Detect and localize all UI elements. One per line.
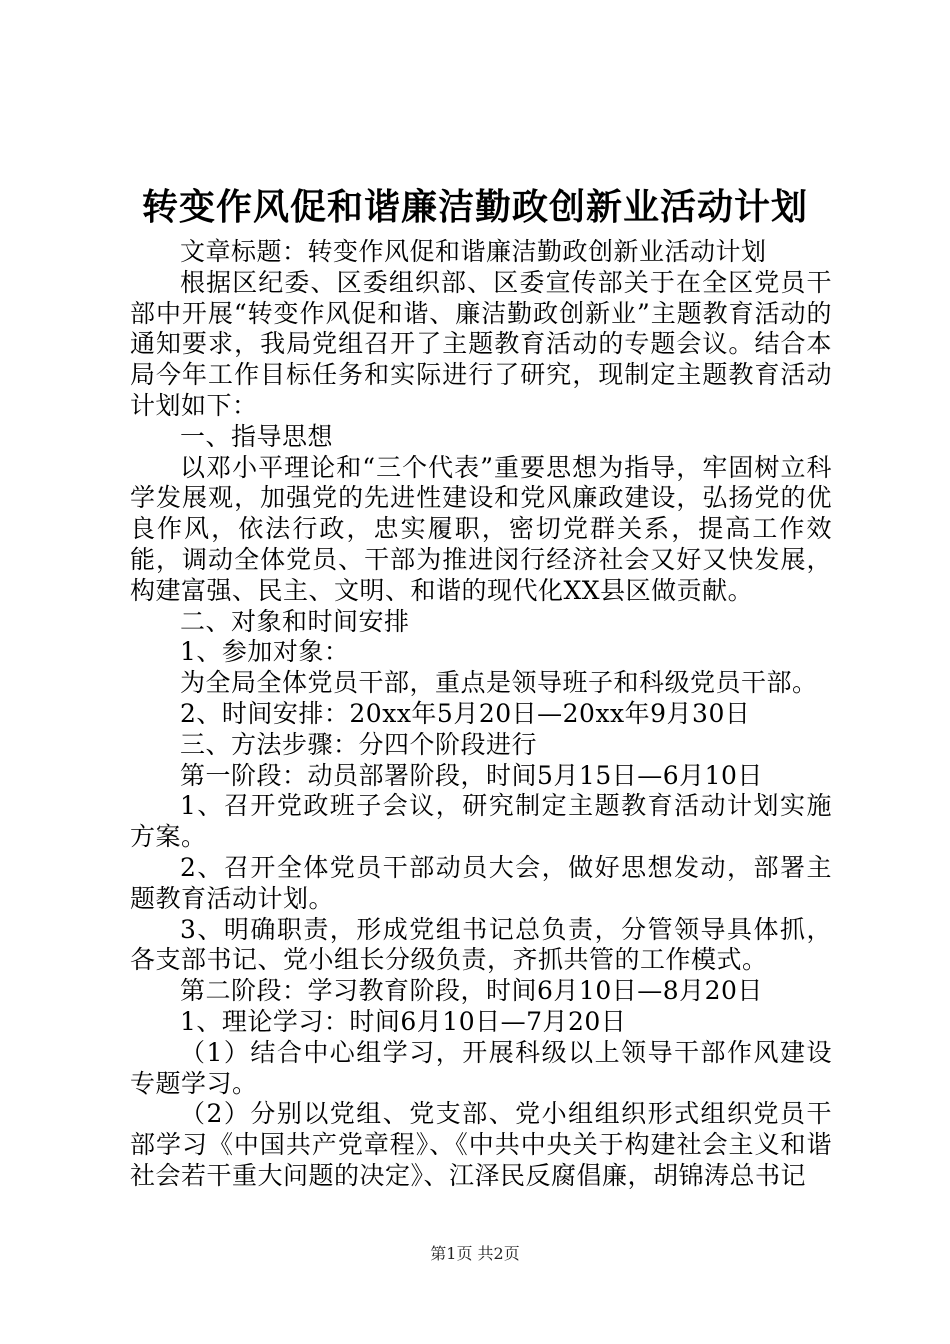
paragraph-phase-one: 第一阶段：动员部署阶段，时间5月15日—6月10日 [180, 760, 763, 790]
heading-targets-schedule: 二、对象和时间安排 [180, 606, 410, 636]
paragraph-phase-one-item-2: 2、召开全体党员干部动员大会，做好思想发动，部署主题教育活动计划。 [130, 852, 832, 913]
paragraph-theory-study: 1、理论学习：时间6月10日—7月20日 [180, 1006, 627, 1036]
paragraph-intro: 根据区纪委、区委组织部、区委宣传部关于在全区党员干部中开展“转变作风促和谐、廉洁勤政创新业”主题教育活动的通知要求，我局党组召开了主题教育活动的专题会议。结合本局今年工作目标任务和实际进行了研究，现制定主题教育活动计划如下： [130, 267, 832, 420]
document-body [130, 237, 832, 1192]
page-number-footer: 第1页 共2页 [430, 1244, 520, 1263]
paragraph-study-item-2: （2）分别以党组、党支部、党小组组织形式组织党员干部学习《中国共产党章程》、《中共中央关于构建社会主义和谐社会若干重大问题的决定》、江泽民反腐倡廉，胡锦涛总书记 [130, 1099, 832, 1190]
paragraph-phase-two: 第二阶段：学习教育阶段，时间6月10日—8月20日 [180, 976, 763, 1006]
heading-guiding-ideology: 一、指导思想 [180, 421, 334, 451]
paragraph-phase-one-item-3: 3、明确职责，形成党组书记总负责，分管领导具体抓，各支部书记、党小组长分级负责，齐抓共管的工作模式。 [130, 914, 832, 975]
paragraph-time-schedule: 2、时间安排：20xx年5月20日—20xx年9月30日 [180, 698, 751, 728]
paragraph-participants: 为全局全体党员干部，重点是领导班子和科级党员干部。 [180, 668, 818, 698]
heading-method-steps: 三、方法步骤：分四个阶段进行 [180, 729, 538, 759]
paragraph-article-title: 文章标题：转变作风促和谐廉洁勤政创新业活动计划 [180, 237, 767, 266]
paragraph-guiding-ideology: 以邓小平理论和“三个代表”重要思想为指导，牢固树立科学发展观，加强党的先进性建设和党风廉政建设，弘扬党的优良作风，依法行政，忠实履职，密切党群关系，提高工作效能，调动全体党员、干部为推进闵行经济社会又好又快发展，构建富强、民主、文明、和谐的现代化XX县区做贡献。 [130, 452, 832, 605]
document-title: 转变作风促和谐廉洁勤政创新业活动计划 [141, 187, 808, 228]
paragraph-participants-label: 1、参加对象： [180, 637, 350, 667]
paragraph-phase-one-item-1: 1、召开党政班子会议，研究制定主题教育活动计划实施方案。 [130, 791, 832, 852]
paragraph-study-item-1: （1）结合中心组学习，开展科级以上领导干部作风建设专题学习。 [130, 1037, 832, 1098]
